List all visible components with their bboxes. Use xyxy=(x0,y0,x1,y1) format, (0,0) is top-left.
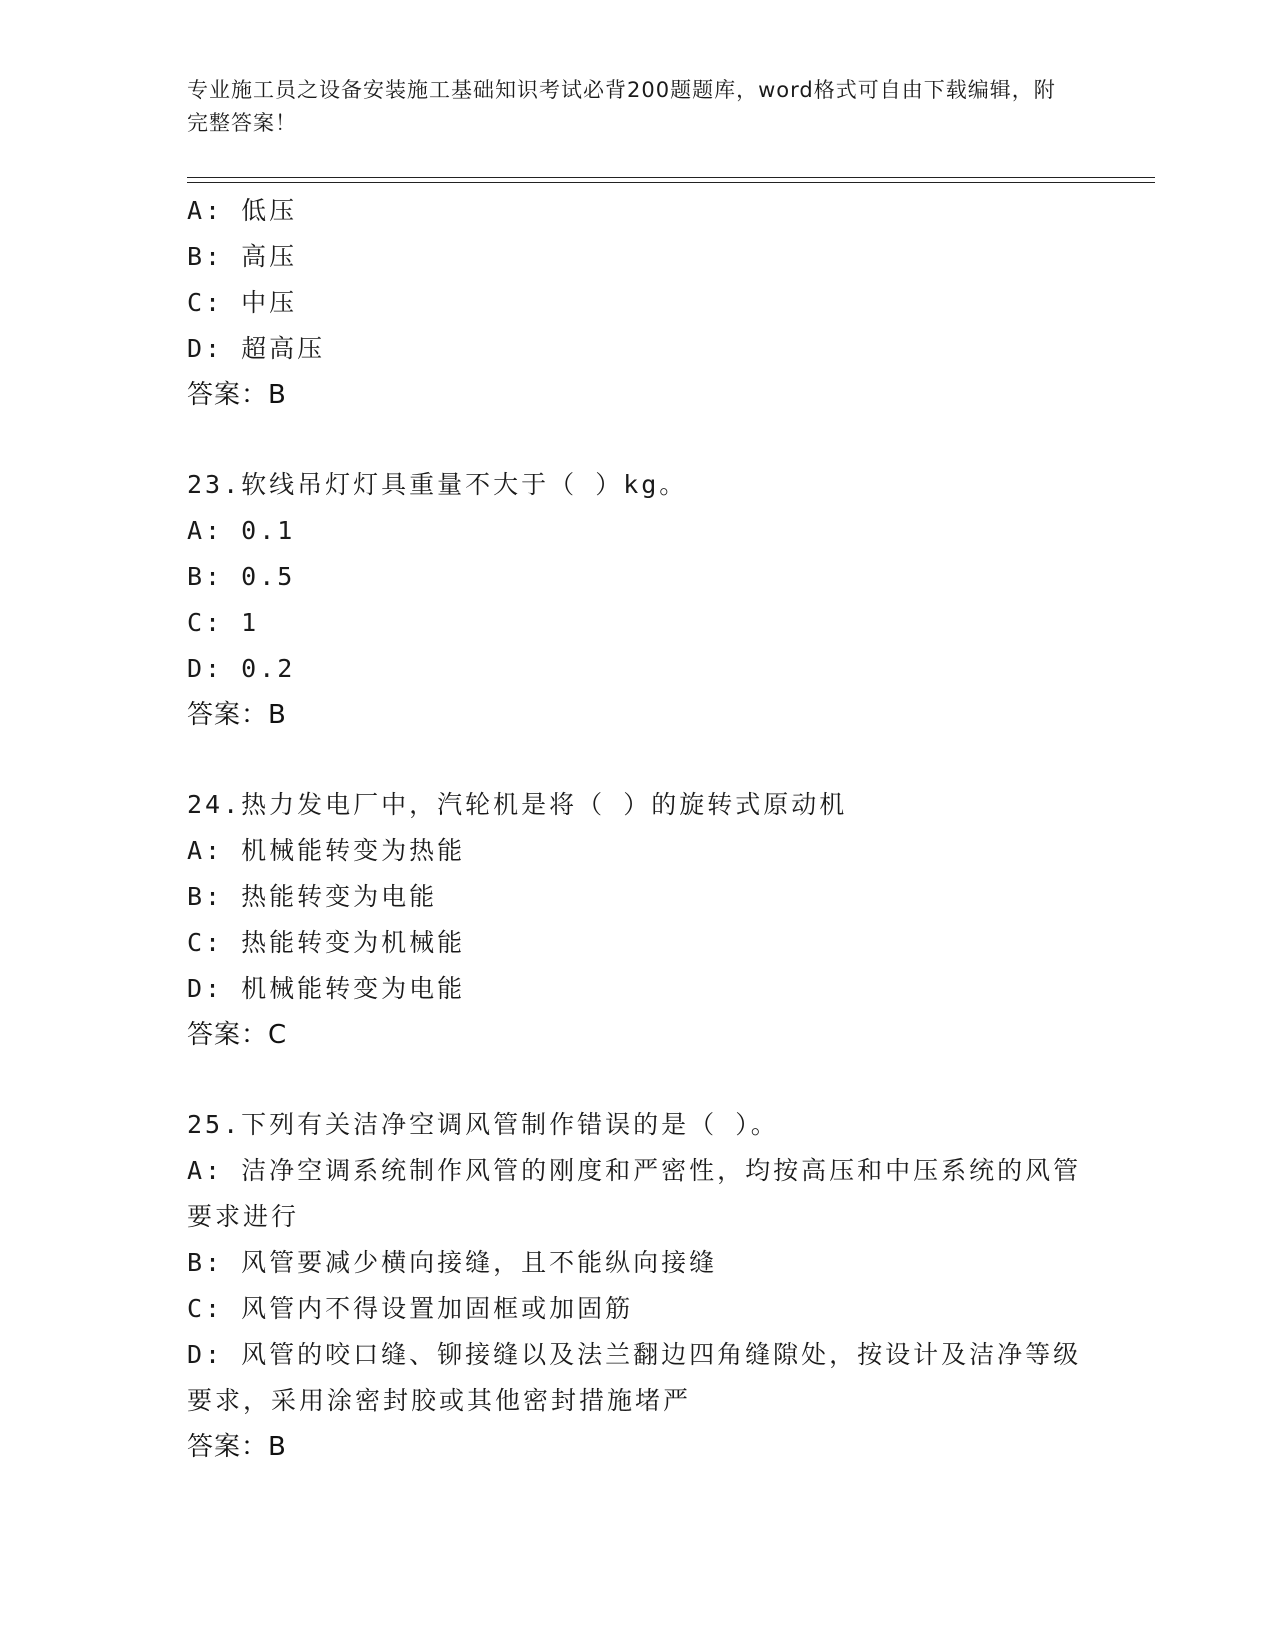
option-b: B: 热能转变为电能 xyxy=(187,882,438,911)
option-d: D: 风管的咬口缝、铆接缝以及法兰翻边四角缝隙处，按设计及洁净等级要求，采用涂密封胶或其他密封措施堵严 xyxy=(187,1340,1082,1415)
answer-line: 答案：B xyxy=(187,380,287,410)
question-22 xyxy=(187,188,1087,418)
document-header: 专业施工员之设备安装施工基础知识考试必背200题题库，word格式可自由下载编辑，附完整答案！ xyxy=(187,78,1056,135)
option-b: B: 高压 xyxy=(187,242,298,271)
header-divider-top xyxy=(187,177,1155,178)
option-d: D: 超高压 xyxy=(187,334,326,363)
option-c: C: 风管内不得设置加固框或加固筋 xyxy=(187,1294,634,1323)
spacer xyxy=(187,738,1087,782)
answer-line: 答案：B xyxy=(187,1432,287,1462)
option-a: A: 机械能转变为热能 xyxy=(187,836,466,865)
option-a: A: 洁净空调系统制作风管的刚度和严密性，均按高压和中压系统的风管要求进行 xyxy=(187,1156,1082,1231)
question-stem: 23.软线吊灯灯具重量不大于（ ）kg。 xyxy=(187,470,688,499)
question-25 xyxy=(187,1102,1087,1470)
option-a: A: 0.1 xyxy=(187,516,296,545)
header-divider-bottom xyxy=(187,182,1155,183)
answer-line: 答案：B xyxy=(187,700,287,730)
option-a: A: 低压 xyxy=(187,196,298,225)
question-24 xyxy=(187,782,1087,1058)
spacer xyxy=(187,1058,1087,1102)
option-b: B: 0.5 xyxy=(187,562,296,591)
question-23 xyxy=(187,462,1087,738)
question-stem: 25.下列有关洁净空调风管制作错误的是（ ）。 xyxy=(187,1110,779,1139)
question-stem: 24.热力发电厂中，汽轮机是将（ ）的旋转式原动机 xyxy=(187,790,848,819)
option-d: D: 机械能转变为电能 xyxy=(187,974,466,1003)
option-c: C: 热能转变为机械能 xyxy=(187,928,466,957)
question-list xyxy=(187,188,1087,1470)
option-b: B: 风管要减少横向接缝，且不能纵向接缝 xyxy=(187,1248,718,1277)
answer-line: 答案：C xyxy=(187,1020,288,1050)
spacer xyxy=(187,418,1087,462)
option-d: D: 0.2 xyxy=(187,654,296,683)
option-c: C: 1 xyxy=(187,608,260,637)
option-c: C: 中压 xyxy=(187,288,298,317)
